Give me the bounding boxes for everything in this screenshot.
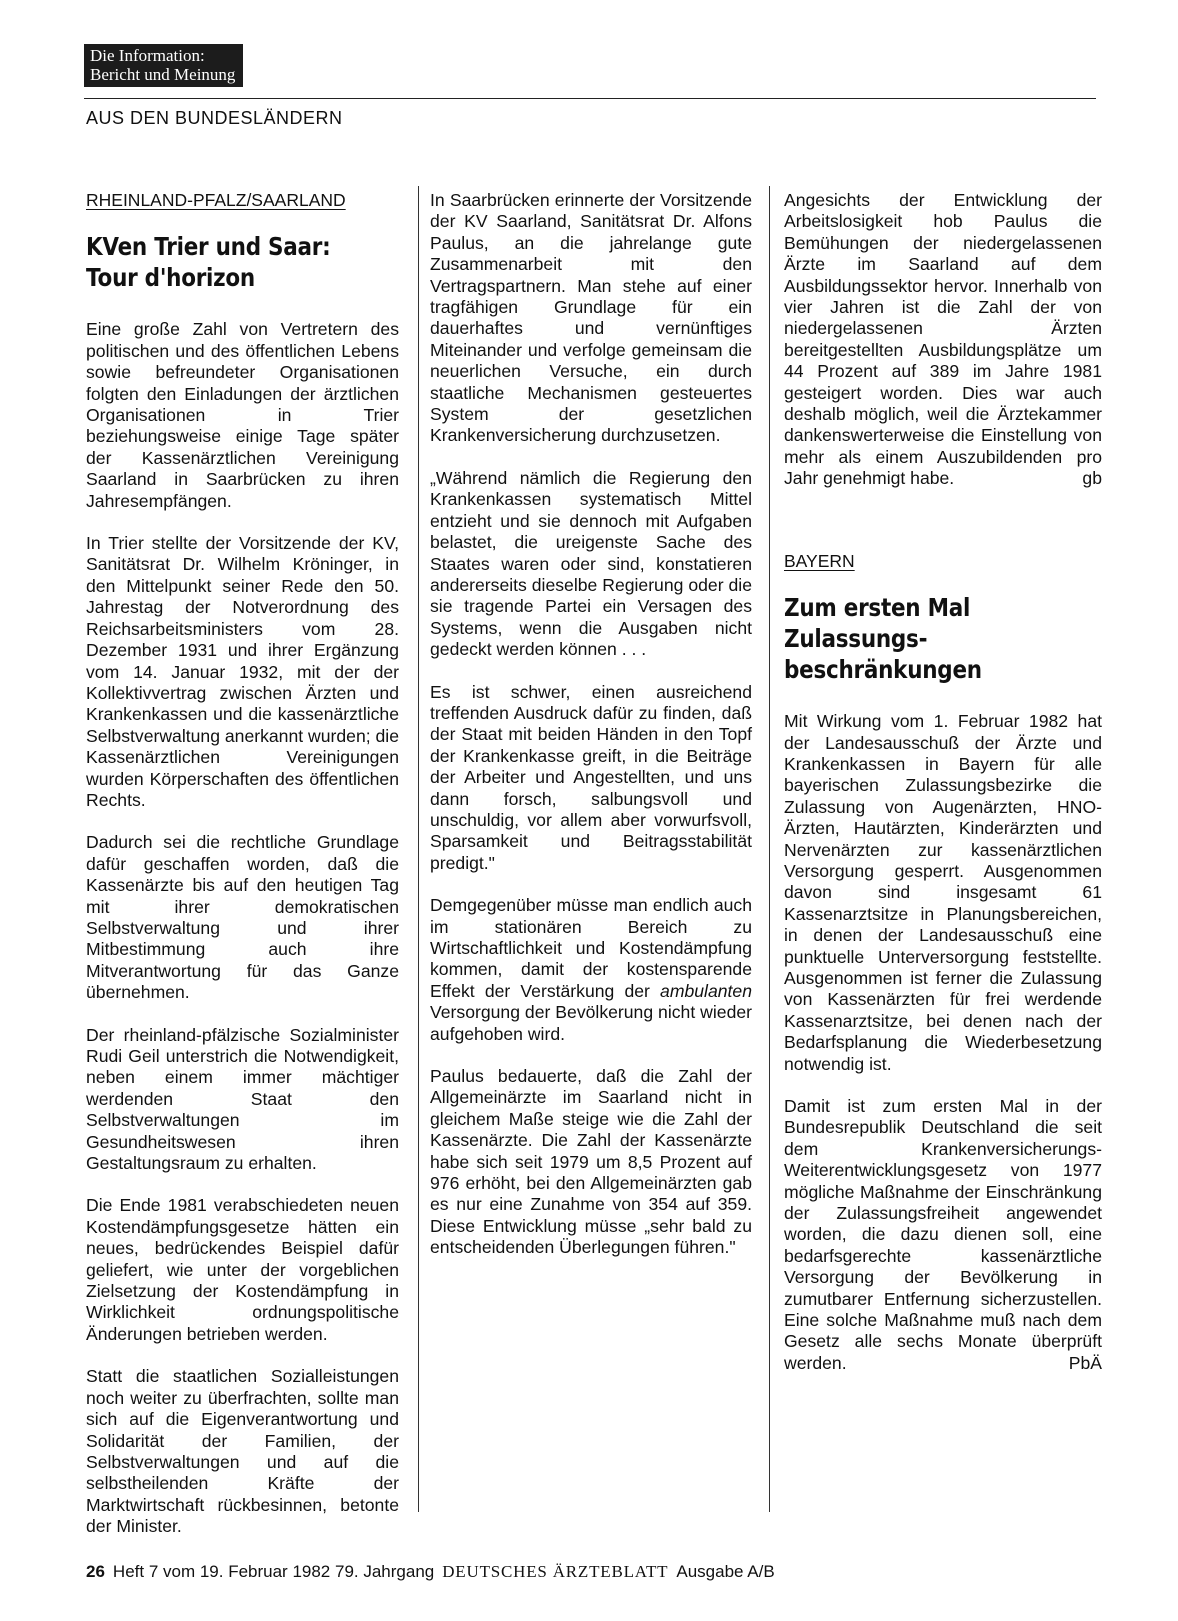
article1-paragraph: In Saarbrücken erinnerte der Vorsitzende der KV Saarland, Sanitätsrat Dr. Alfons Paulus, an die jahrelange gute Zusammenarbeit mit den Vertragspartnern. Man stehe auf einer tragfähigen Grundlage für ein dauerhaftes und vernünftiges Miteinander und verfolge gemeinsam die neuerlichen Versuche, ein durch staatliche Mechanismen gesteuertes System der gesetzlichen Krankenversicherung durchzusetzen.	[430, 190, 752, 446]
paragraph-text: Versorgung der Bevölkerung nicht wieder aufgehoben wird.	[430, 1002, 752, 1044]
article1-rubric: RHEINLAND-PFALZ/SAARLAND	[86, 190, 346, 210]
article1-headline-line-2: Tour d'horizon	[86, 263, 255, 293]
article2-paragraph	[784, 1096, 1102, 1374]
italic-term: ambulanten	[660, 980, 752, 1001]
article1-paragraph: Es ist schwer, einen ausreichend treffenden Ausdruck dafür zu finden, daß der Staat mit beiden Händen in den Topf der Krankenkasse greift, in die Beiträge der Arbeiter und Angestellten, und uns dann forsch, salbungsvoll und unschuldig, vor allem aber vorwurfsvoll, Sparsamkeit und Beitragsstabilität predigt."	[430, 681, 752, 873]
badge-line-1: Die Information:	[90, 46, 205, 65]
article2-headline-line-2: Zulassungs-	[784, 624, 928, 654]
article2-headline-line-3: beschränkungen	[784, 655, 982, 685]
article2-signature: PbÄ	[1068, 1352, 1102, 1373]
article1-paragraph: Die Ende 1981 verabschiedeten neuen Kostendämpfungsgesetze hätten ein neues, bedrückendes Beispiel dafür geliefert, wie unter der vorgeblichen Zielsetzung der Kostendämpfung in Wirklichkeit ordnungspolitische Änderungen betrieben werden.	[86, 1195, 399, 1344]
edition-info: Ausgabe A/B	[676, 1562, 775, 1581]
column-3	[784, 190, 1102, 1520]
article1-headline	[86, 231, 398, 293]
article1-paragraph: „Während nämlich die Regierung den Krankenkassen systematisch Mittel entzieht und sie dennoch mit Aufgaben belastet, die ureigenste Sache des Staates waren oder sind, konstatieren andererseits dieselbe Regierung oder die sie tragende Partei ein Versagen des Systems, wenn die Ausgaben nicht gedeckt werden können . . .	[430, 467, 752, 660]
badge-line-2: Bericht und Meinung	[90, 65, 236, 84]
column-2	[430, 190, 752, 1520]
issue-info: Heft 7 vom 19. Februar 1982 79. Jahrgang	[112, 1562, 435, 1581]
section-badge	[84, 44, 243, 87]
page-number: 26	[86, 1562, 105, 1581]
article1-headline-line-1: KVen Trier und Saar:	[86, 232, 331, 262]
article-spacer	[784, 511, 1102, 551]
journal-name: DEUTSCHES ÄRZTEBLATT	[442, 1562, 669, 1581]
article1-signature: gb	[1082, 468, 1102, 489]
article2-headline-line-1: Zum ersten Mal	[784, 593, 971, 623]
page-footer	[86, 1562, 775, 1582]
column-divider-1	[418, 186, 419, 1512]
article1-paragraph: Eine große Zahl von Vertretern des politischen und des öffentlichen Lebens sowie befreundeter Organisationen folgten den Einladungen der ärztlichen Organisationen in Trier beziehungsweise einige Tage später der Kassenärztlichen Vereinigung Saarland in Saarbrücken zu ihren Jahresempfängen.	[86, 319, 399, 511]
header-rule	[84, 98, 1096, 99]
article2-rubric: BAYERN	[784, 550, 855, 571]
paragraph-text: Angesichts der Entwicklung der Arbeitslosigkeit hob Paulus die Bemühungen der niedergelassenen Ärzte im Saarland auf dem Ausbildungssektor hervor. Innerhalb von vier Jahren ist die Zahl der von niedergelassenen Ärzten bereitgestellten Ausbildungsplätze um 44 Prozent auf 389 im Jahre 1981 gesteigert worden. Dies war auch deshalb möglich, weil die Ärztekammer dankenswerterweise die Einstellung von mehr als einem Auszubildenden pro Jahr genehmigt habe.	[784, 190, 1102, 489]
column-1	[86, 190, 399, 1537]
section-label: AUS DEN BUNDESLÄNDERN	[86, 108, 343, 128]
article1-paragraph	[784, 190, 1102, 490]
paragraph-text: Demgegenüber müsse man endlich auch im stationären Bereich zu Wirtschaftlichkeit und Kostendämpfung kommen, damit der kostensparende Effekt der Verstärkung der	[430, 895, 752, 1001]
article1-paragraph: Paulus bedauerte, daß die Zahl der Allgemeinärzte im Saarland nicht in gleichem Maße steige wie die Zahl der Kassenärzte. Die Zahl der Kassenärzte habe sich seit 1979 um 8,5 Prozent auf 976 erhöht, bei den Allgemeinärzten gab es nur eine Zunahme von 354 auf 359. Diese Entwicklung müsse „sehr bald zu entscheidenden Überlegungen führen."	[430, 1066, 752, 1258]
article2-headline	[784, 592, 1101, 685]
article2-paragraph: Mit Wirkung vom 1. Februar 1982 hat der Landesausschuß der Ärzte und Krankenkassen in Bayern für alle bayerischen Zulassungsbezirke die Zulassung von Augenärzten, HNO-Ärzten, Hautärzten, Kinderärzten und Nervenärzten zur kassenärztlichen Versorgung gesperrt. Ausgenommen davon sind insgesamt 61 Kassenarztsitze in Planungsbereichen, in denen der Landesausschuß eine punktuelle Unterversorgung feststellte. Ausgenommen ist ferner die Zulassung von Kassenärzten für frei werdende Kassenarztsitze, bei denen nach der Bedarfsplanung die Wiederbesetzung notwendig ist.	[784, 711, 1102, 1074]
article1-paragraph: Dadurch sei die rechtliche Grundlage dafür geschaffen worden, daß die Kassenärzte bis auf den heutigen Tag mit ihrer demokratischen Selbstverwaltung und ihrer Mitbestimmung auch ihre Mitverantwortung für das Ganze übernehmen.	[86, 832, 399, 1003]
article1-paragraph: In Trier stellte der Vorsitzende der KV, Sanitätsrat Dr. Wilhelm Kröninger, in den Mittelpunkt seiner Rede den 50. Jahrestag der Notverordnung des Reichsarbeitsministers vom 28. Dezember 1931 und ihrer Ergänzung vom 14. Januar 1932, mit der der Kollektivvertrag zwischen Ärzten und Krankenkassen und die kassenärztliche Selbstverwaltung anerkannt wurden; die Kassenärztlichen Vereinigungen wurden Körperschaften des öffentlichen Rechts.	[86, 533, 399, 810]
article1-paragraph: Der rheinland-pfälzische Sozialminister Rudi Geil unterstrich die Notwendigkeit, neben einem immer mächtiger werdenden Staat den Selbstverwaltungen im Gesundheitswesen ihren Gestaltungsraum zu erhalten.	[86, 1024, 399, 1174]
column-divider-2	[769, 186, 770, 1512]
article1-paragraph: Statt die staatlichen Sozialleistungen noch weiter zu überfrachten, sollte man sich auf die Eigenverantwortung und Solidarität der Familien, der Selbstverwaltungen und auf die selbstheilenden Kräfte der Marktwirtschaft rückbesinnen, betonte der Minister.	[86, 1366, 399, 1537]
paragraph-text: Damit ist zum ersten Mal in der Bundesrepublik Deutschland die seit dem Krankenversicherungs-Weiterentwicklungsgesetz von 1977 mögliche Maßnahme der Einschränkung der Zulassungsfreiheit angewendet worden, die dazu dienen soll, eine bedarfsgerechte kassenärztliche Versorgung der Bevölkerung in zumutbarer Entfernung sicherzustellen. Eine solche Maßnahme muß nach dem Gesetz alle sechs Monate überprüft werden.	[784, 1096, 1102, 1373]
article1-paragraph	[430, 895, 752, 1045]
